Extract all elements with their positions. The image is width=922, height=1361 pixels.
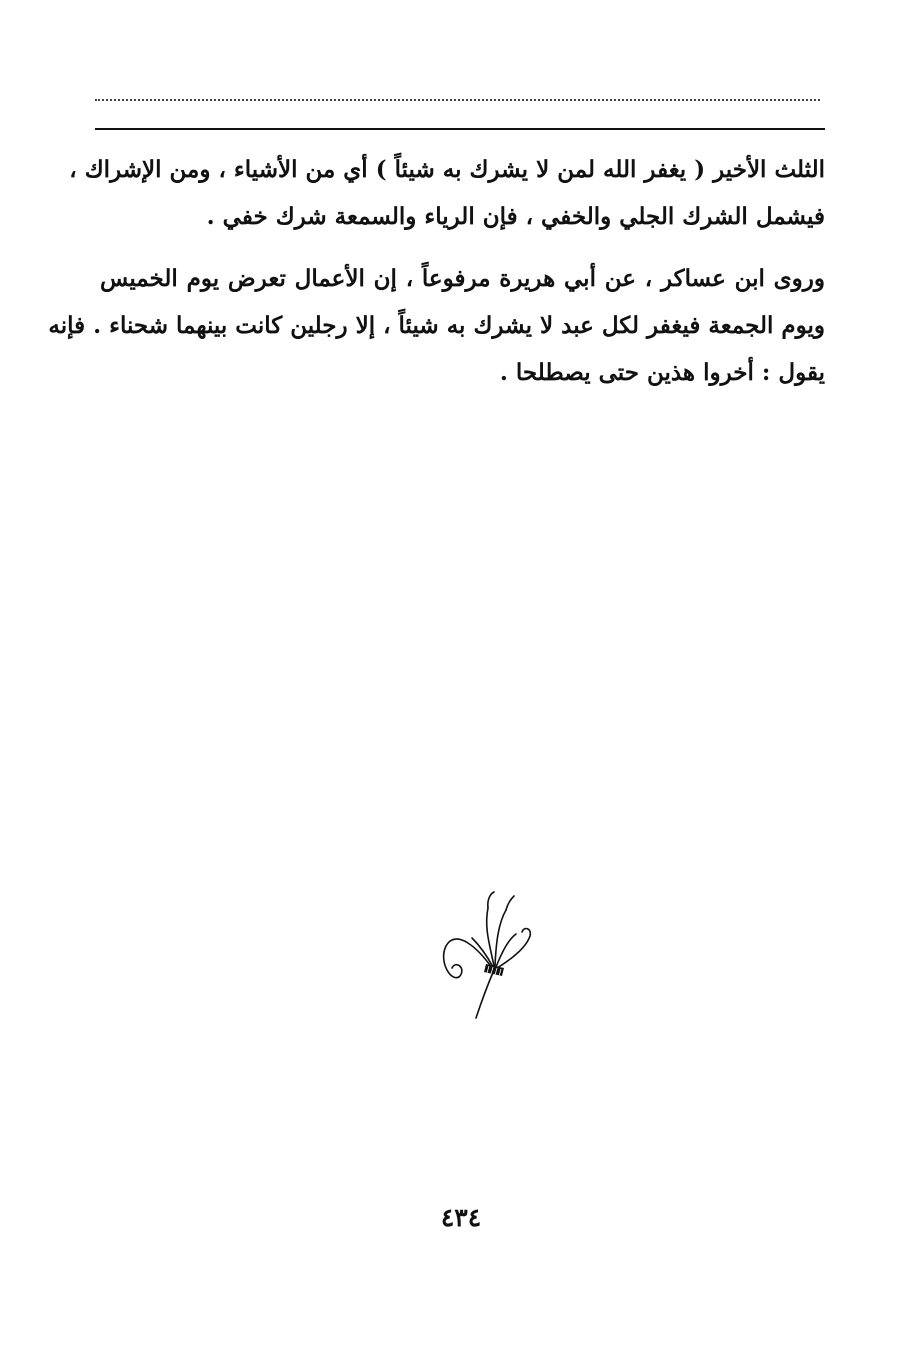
page-number: ٤٣٤ xyxy=(440,1203,482,1232)
fleuron-icon xyxy=(434,888,544,1023)
paragraph-line: فيشمل الشرك الجلي والخفي ، فإن الرياء والسمعة شرك خفي . xyxy=(206,203,825,230)
paragraph-line: ويوم الجمعة فيغفر لكل عبد لا يشرك به شيئاً ، إلا رجلين كانت بينهما شحناء . فإنه xyxy=(48,312,825,339)
header-dotted-rule xyxy=(95,99,820,101)
paragraph-1 xyxy=(69,146,825,240)
paragraph-2 xyxy=(48,255,825,396)
paragraph-line: وروى ابن عساكر ، عن أبي هريرة مرفوعاً ، إن الأعمال تعرض يوم الخميس xyxy=(100,265,825,292)
header-solid-rule xyxy=(95,128,825,130)
paragraph-line: يقول : أخروا هذين حتى يصطلحا . xyxy=(499,359,825,386)
paragraph-line: الثلث الأخير ( يغفر الله لمن لا يشرك به شيئاً ) أي من الأشياء ، ومن الإشراك ، xyxy=(69,156,825,183)
